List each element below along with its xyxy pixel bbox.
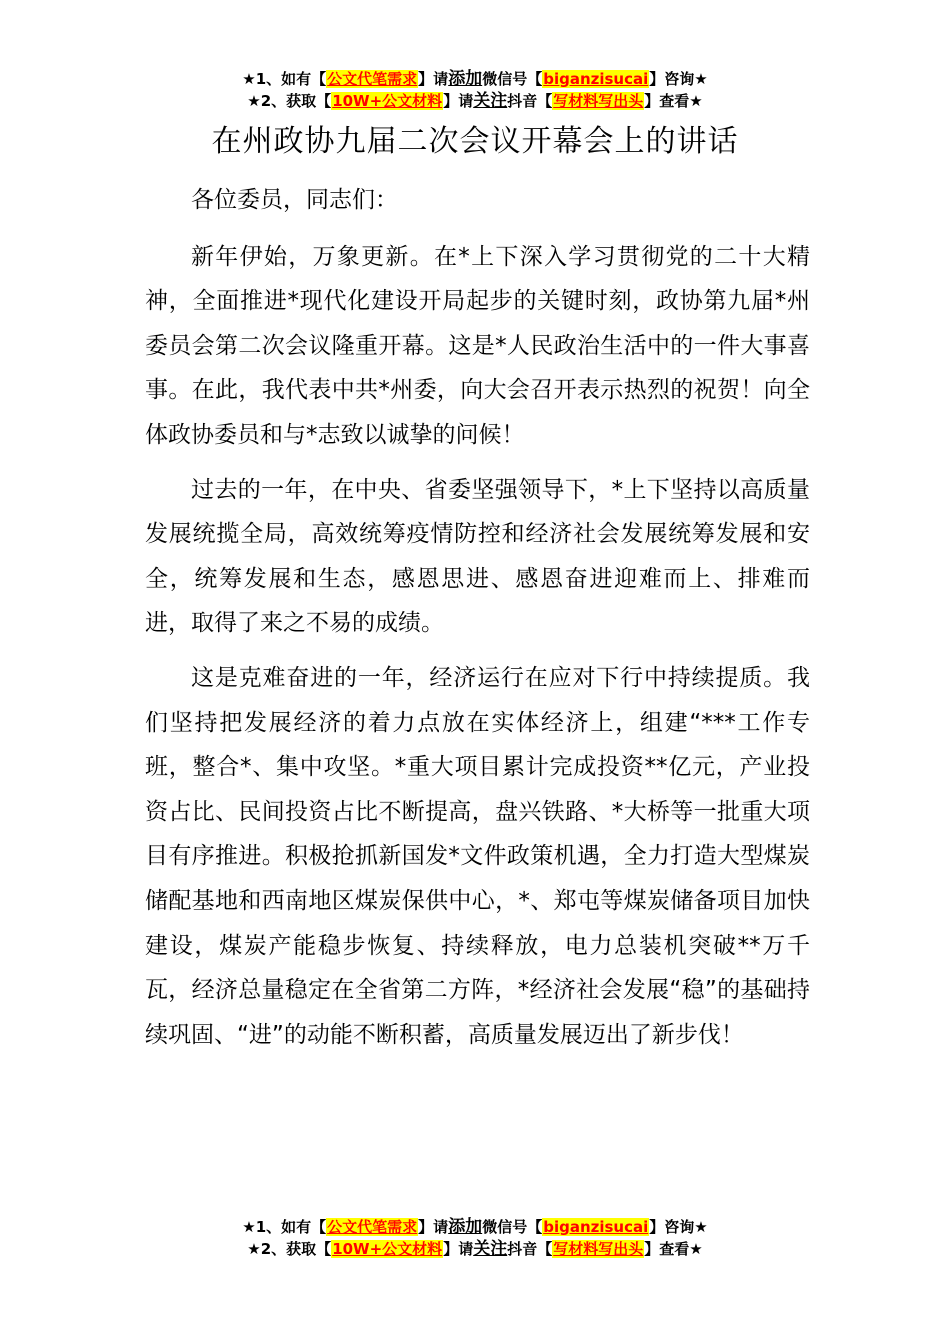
banner-line-2: [0, 90, 950, 112]
paragraph: 过去的一年，在中央、省委坚强领导下，*上下坚持以高质量发展统揽全局，高效统筹疫情防控和经济社会发展统筹发展和安全，统筹发展和生态，感恩思进、感恩奋进迎难而上、排难而进，取得了来之不易的成绩。: [145, 476, 810, 637]
banner-highlight: biganzisucai: [543, 70, 649, 88]
banner-text: 】请: [418, 70, 449, 88]
banner-line-2: [0, 1238, 950, 1260]
banner-text: ★1、如有【: [242, 1218, 327, 1236]
banner-highlight: 10W+公文材料: [332, 1240, 443, 1258]
banner-highlight: 写材料写出头: [553, 1240, 644, 1258]
banner-highlight: 公文代笔需求: [327, 70, 418, 88]
banner-text: 】请: [443, 92, 474, 110]
banner-text: ★2、获取【: [247, 1240, 332, 1258]
banner-text: ★2、获取【: [247, 92, 332, 110]
banner-text: 】请: [443, 1240, 474, 1258]
banner-text: 微信号【: [482, 1218, 543, 1236]
banner-text: 】查看★: [644, 92, 703, 110]
banner-emphasis: 关注: [473, 1239, 508, 1259]
banner-text: 】请: [418, 1218, 449, 1236]
paragraph: 这是克难奋进的一年，经济运行在应对下行中持续提质。我们坚持把发展经济的着力点放在实体经济上，组建“***工作专班，整合*、集中攻坚。*重大项目累计完成投资**亿元，产业投资占比、民间投资占比不断提高，盘兴铁路、*大桥等一批重大项目有序推进。积极抢抓新国发*文件政策机遇，全力打造大型煤炭储配基地和西南地区煤炭保供中心，*、郑屯等煤炭储备项目加快建设，煤炭产能稳步恢复、持续释放，电力总装机突破**万千瓦，经济总量稳定在全省第二方阵，*经济社会发展“稳”的基础持续巩固、“进”的动能不断积蓄，高质量发展迈出了新步伐！: [145, 664, 810, 1048]
banner-emphasis: 关注: [473, 91, 508, 111]
footer-banner: [0, 1216, 950, 1260]
banner-highlight: 10W+公文材料: [332, 92, 443, 110]
banner-text: 】咨询★: [649, 1218, 708, 1236]
document-title: 在州政协九届二次会议开幕会上的讲话: [211, 124, 739, 159]
document-body: [145, 178, 810, 1067]
banner-text: ★1、如有【: [242, 70, 327, 88]
banner-highlight: biganzisucai: [543, 1218, 649, 1236]
banner-text: 】查看★: [644, 1240, 703, 1258]
banner-text: 微信号【: [482, 70, 543, 88]
banner-text: 】咨询★: [649, 70, 708, 88]
banner-text: 抖音【: [507, 1240, 553, 1258]
banner-text: 抖音【: [507, 92, 553, 110]
banner-highlight: 写材料写出头: [553, 92, 644, 110]
banner-emphasis: 添加: [448, 1217, 483, 1237]
header-banner: [0, 68, 950, 112]
banner-highlight: 公文代笔需求: [327, 1218, 418, 1236]
banner-emphasis: 添加: [448, 69, 483, 89]
greeting: 各位委员，同志们：: [191, 187, 398, 213]
banner-line-1: [0, 68, 950, 90]
banner-line-1: [0, 1216, 950, 1238]
paragraph: 新年伊始，万象更新。在*上下深入学习贯彻党的二十大精神，全面推进*现代化建设开局起步的关键时刻，政协第九届*州委员会第二次会议隆重开幕。这是*人民政治生活中的一件大事喜事。在此，我代表中共*州委，向大会召开表示热烈的祝贺！向全体政协委员和与*志致以诚挚的问候！: [145, 243, 810, 448]
